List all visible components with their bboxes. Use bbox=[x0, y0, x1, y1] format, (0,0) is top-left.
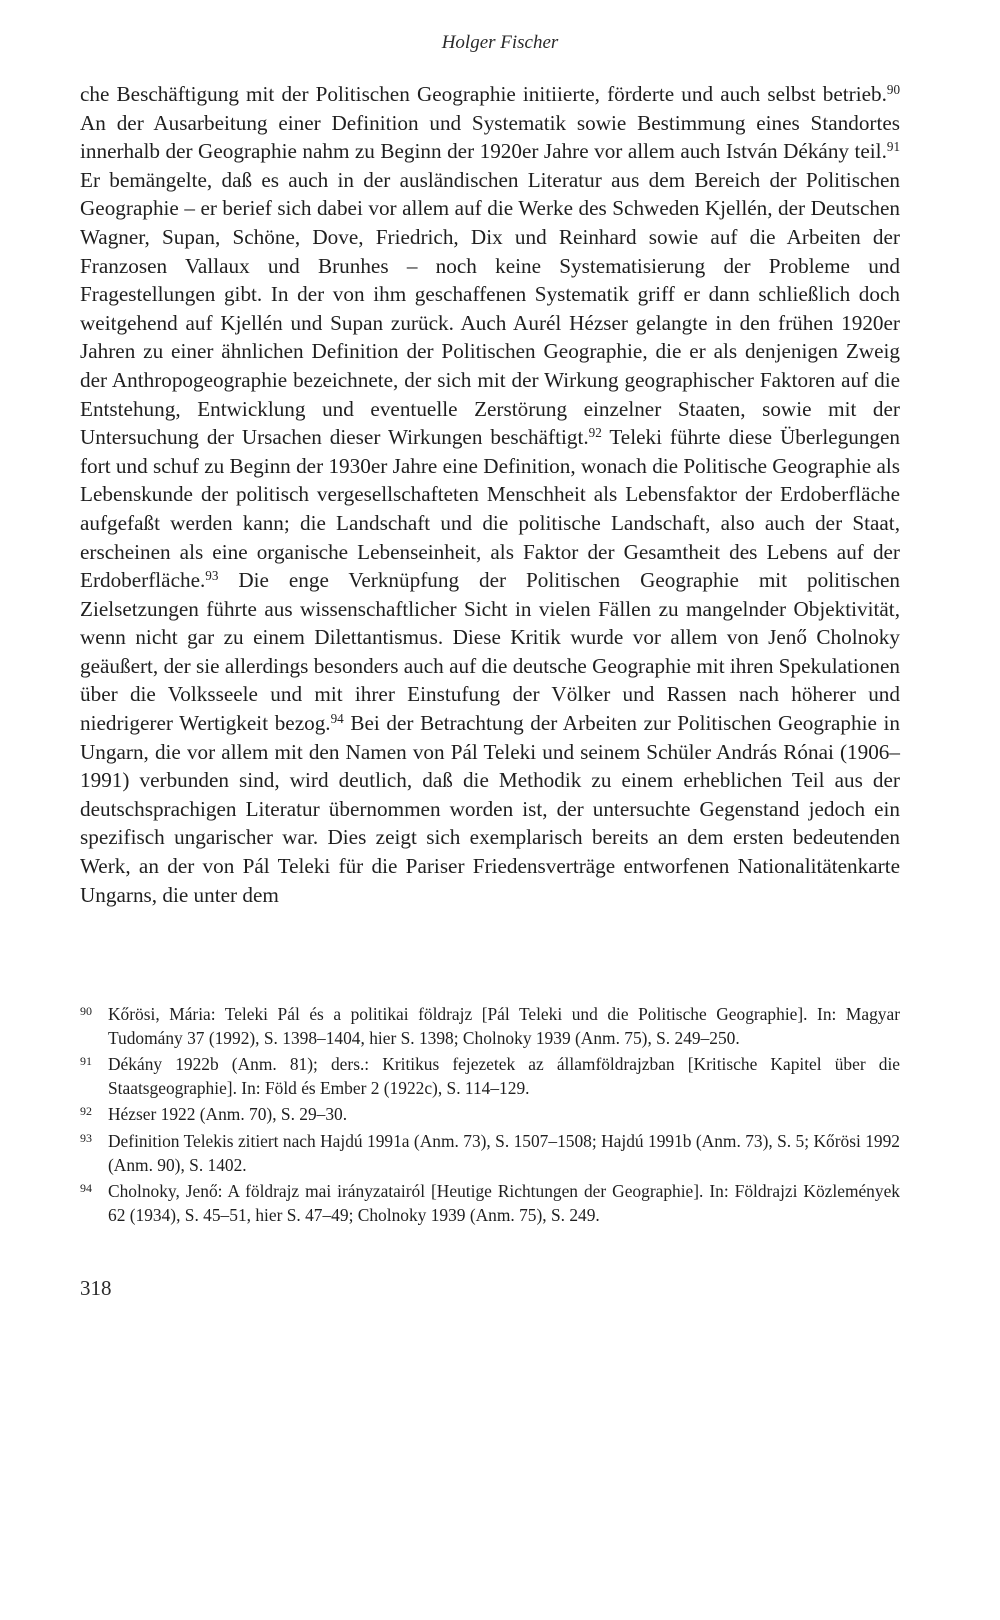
footnote-ref-91[interactable]: 91 bbox=[886, 138, 900, 154]
footnote-text: Kőrösi, Mária: Teleki Pál és a politikai földrajz [Pál Teleki und die Politische Geographie]. In: Magyar Tudomány 37 (1992), S. 1398–1404, hier S. 1398; Cholnoky 1939 (Anm. 75), S. 249–250. bbox=[108, 1004, 900, 1048]
footnote-94 bbox=[80, 1180, 900, 1227]
footnote-ref-90[interactable]: 90 bbox=[886, 81, 900, 97]
footnote-91 bbox=[80, 1053, 900, 1100]
footnote-92 bbox=[80, 1103, 900, 1127]
page-number: 318 bbox=[80, 1276, 112, 1300]
footnotes bbox=[80, 1003, 900, 1230]
running-head: Holger Fischer bbox=[441, 32, 559, 53]
footnote-number: 94 bbox=[80, 1181, 92, 1196]
footnote-text: Definition Telekis zitiert nach Hajdú 1991a (Anm. 73), S. 1507–1508; Hajdú 1991b (Anm. 73), S. 5; Kőrösi 1992 (Anm. 90), S. 1402. bbox=[108, 1130, 900, 1175]
footnote-text: Cholnoky, Jenő: A földrajz mai irányzatairól [Heutige Richtungen der Geographie]. In: Földrajzi Közlemények 62 (1934), S. 45–51, hier S. 47–49; Cholnoky 1939 (Anm. 75), S. 249. bbox=[108, 1181, 900, 1225]
footnote-text: Hézser 1922 (Anm. 70), S. 29–30. bbox=[108, 1104, 348, 1125]
footnote-ref-92[interactable]: 92 bbox=[588, 424, 602, 440]
footnote-number: 90 bbox=[80, 1004, 92, 1018]
footnote-number: 93 bbox=[80, 1130, 92, 1145]
footnote-number: 92 bbox=[80, 1104, 92, 1119]
footnote-number: 91 bbox=[80, 1054, 92, 1069]
body-text-segment: che Beschäftigung mit der Politischen Geographie initiierte, förderte und auch selbst betrieb. bbox=[80, 82, 887, 106]
body-paragraph bbox=[80, 80, 900, 909]
body-text-segment: Er bemängelte, daß es auch in der ausländischen Literatur aus dem Bereich der Politischen Geographie – er berief sich dabei vor allem auf die Werke des Schweden Kjellén, der Deutschen Wagner, Supan, Schöne, Dove, Friedrich, Dix und Reinhard sowie auf die Arbeiten der Franzosen Vallaux und Brunhes – noch keine Systematisierung der Probleme und Fragestellungen gibt. In der von ihm geschaffenen Systematik griff er dann schließlich doch weitgehend auf Kjellén und Supan zurück. Auch Aurél Hézser gelangte in den frühen 1920er Jahren zu einer ähnlichen Definition der Politischen Geographie, die er als denjenigen Zweig der Anthropogeographie bezeichnete, der sich mit der Wirkung geographischer Faktoren auf die Entstehung, Entwicklung und eventuelle Zerstörung einzelner Staaten, sowie mit der Untersuchung der Ursachen dieser Wirkungen beschäftigt. bbox=[80, 167, 900, 450]
body-text-segment: Die enge Verknüpfung der Politischen Geographie mit politischen Zielsetzungen führte aus wissenschaftlicher Sicht in vielen Fällen zu mangelnder Objektivität, wenn nicht gar zu einem Dilettantismus. Diese Kritik wurde vor allem von Jenő Cholnoky geäußert, der sie allerdings besonders auch auf die deutsche Geographie mit ihren Spekulationen über die Volksseele und mit ihrer Einstufung der Völker und Rassen nach höherer und niedrigerer Wertigkeit bezog. bbox=[80, 568, 900, 736]
body-text-segment: Teleki führte diese Überlegungen fort und schuf zu Beginn der 1930er Jahre eine Definition, wonach die Politische Geographie als Lebenskunde der politisch vergesellschafteten Menschheit als Lebensfaktor der Erdoberfläche aufgefaßt werden kann; die Landschaft und die politische Landschaft, also auch der Staat, erscheinen als eine organische Lebenseinheit, als Faktor der Gesamtheit des Lebens auf der Erdoberfläche. bbox=[80, 425, 900, 593]
footnote-90 bbox=[80, 1003, 900, 1050]
footnote-93 bbox=[80, 1130, 900, 1177]
footnote-text: Dékány 1922b (Anm. 81); ders.: Kritikus fejezetek az államföldrajzban [Kritische Kapitel über die Staatsgeographie]. In: Föld és Ember 2 (1922c), S. 114–129. bbox=[108, 1054, 900, 1098]
body-text-segment: Bei der Betrachtung der Arbeiten zur Politischen Geographie in Ungarn, die vor allem mit den Namen von Pál Teleki und seinem Schüler András Rónai (1906–1991) verbunden sind, wird deutlich, daß die Methodik zu einem erheblichen Teil aus der deutschsprachigen Literatur übernommen worden ist, der untersuchte Gegenstand jedoch ein spezifisch ungarischer war. Dies zeigt sich exemplarisch bereits an dem ersten bedeutenden Werk, an der von Pál Teleki für die Pariser Friedensverträge entworfenen Nationalitätenkarte Ungarns, die unter dem bbox=[80, 711, 900, 907]
footnote-ref-94[interactable]: 94 bbox=[330, 710, 344, 726]
body-text-segment: An der Ausarbeitung einer Definition und Systematik sowie Bestimmung eines Standortes innerhalb der Geographie nahm zu Beginn der 1920er Jahre vor allem auch István Dékány teil. bbox=[80, 110, 900, 164]
footnote-ref-93[interactable]: 93 bbox=[205, 567, 219, 583]
